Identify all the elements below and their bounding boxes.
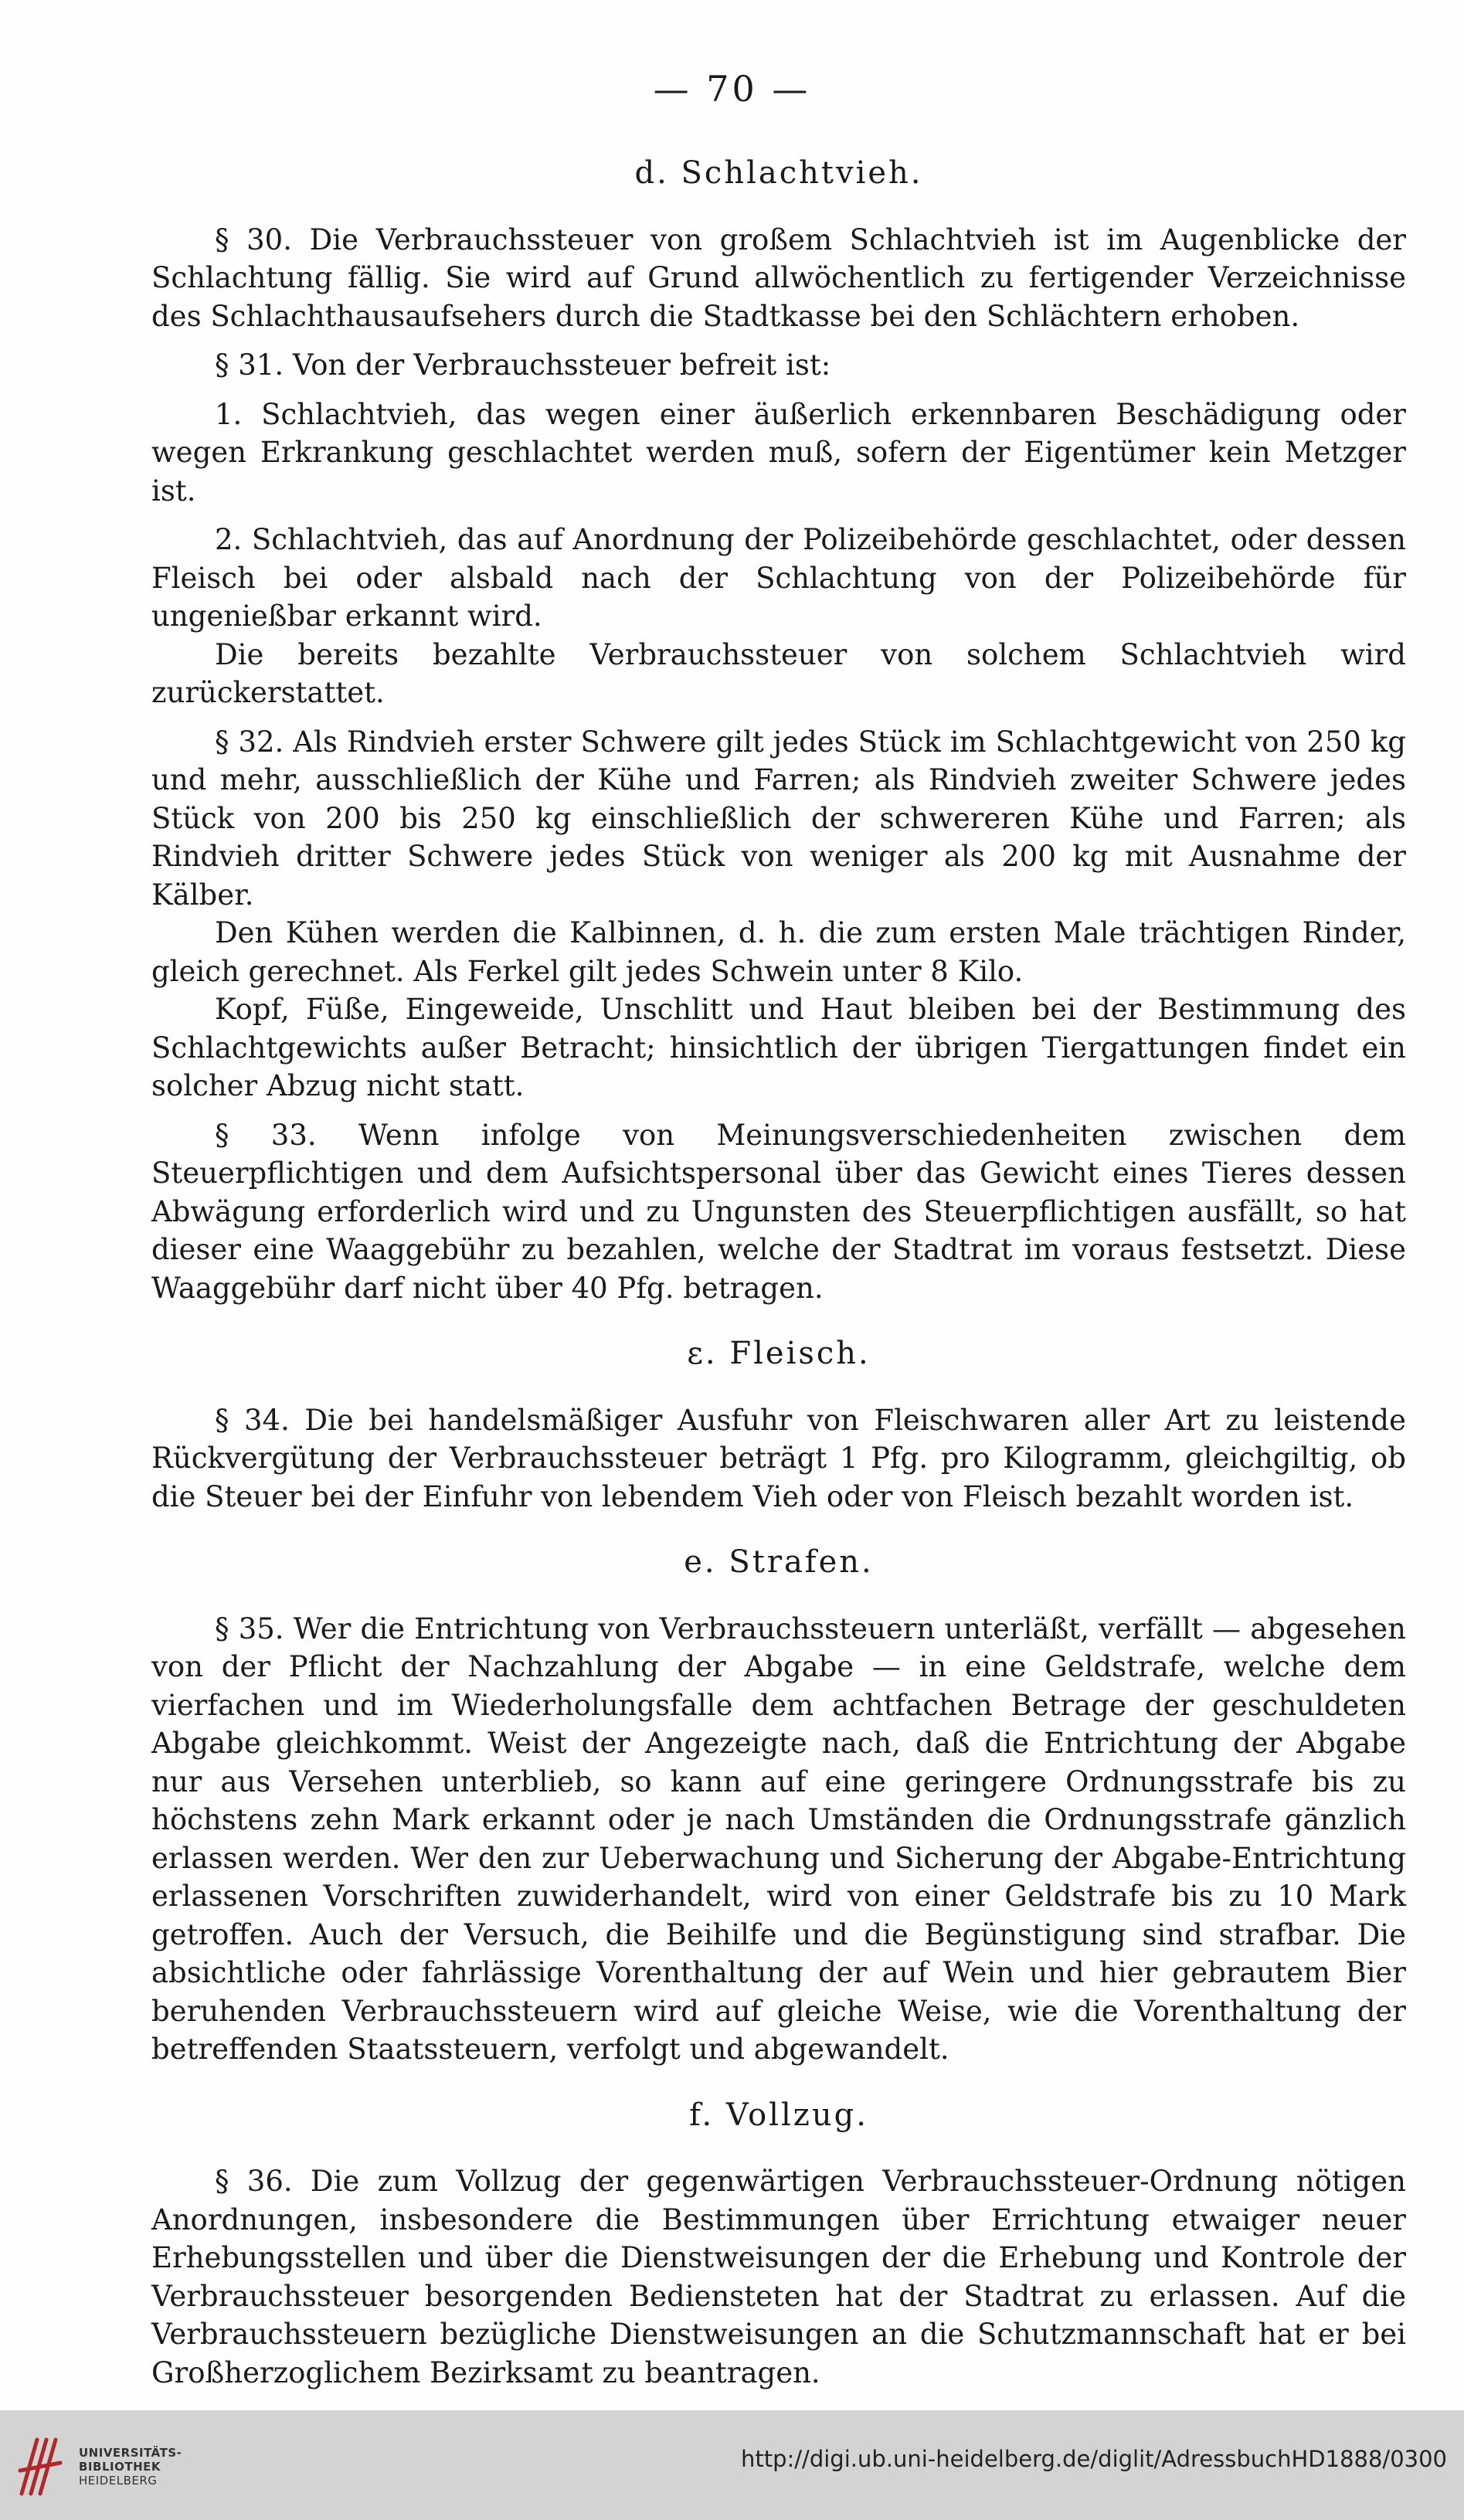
source-url-link[interactable]: http://digi.ub.uni-heidelberg.de/diglit/AdressbuchHD1888/0300 (740, 2446, 1447, 2472)
paragraph-35: § 35. Wer die Entrichtung von Verbrauchssteuern unterläßt, verfällt — abgesehen von der Pflicht der Nachzahlung der Abgabe — in eine Geldstrafe, welche dem vierfachen und im Wiederholungsfalle dem achtfachen Betrage der geschuldeten Abgabe gleichkommt. Weist der Angezeigte nach, daß die Entrichtung der Abgabe nur aus Versehen unterblieb, so kann auf eine geringere Ordnungsstrafe bis zu höchstens zehn Mark erkannt oder je nach Umständen die Ordnungsstrafe gänzlich erlassen werden. Wer den zur Ueberwachung und Sicherung der Abgabe-Entrichtung erlassenen Vorschriften zuwiderhandelt, wird von einer Geldstrafe bis zu 10 Mark getroffen. Auch der Versuch, die Beihilfe und die Begünstigung sind strafbar. Die absichtliche oder fahrlässige Vorenthaltung der auf Wein und hier gebrautem Bier beruhenden Verbrauchssteuern wird auf gleiche Weise, wie die Vorenthaltung der betreffenden Staatssteuern, verfolgt und abgewandelt. (151, 1612, 1406, 2066)
paragraph-33: § 33. Wenn infolge von Meinungsverschiedenheiten zwischen dem Steuerpflichtigen und dem Aufsichtspersonal über das Gewicht eines Tieres dessen Abwägung erforderlich wird und zu Ungunsten des Steuerpflichtigen ausfällt, so hat dieser eine Waaggebühr zu bezahlen, welche der Stadtrat im voraus festsetzt. Diese Waaggebühr darf nicht über 40 Pfg. betragen. (151, 1118, 1406, 1305)
section-heading-schlachtvieh: d. Schlachtvieh. (634, 155, 923, 191)
paragraph-36: § 36. Die zum Vollzug der gegenwärtigen Verbrauchssteuer-Ordnung nötigen Anordnungen, insbesondere die Bestimmungen über Errichtung etwaiger neuer Erhebungsstellen und über die Dienstweisungen der die Erhebung und Kontrole der Verbrauchssteuer besorgenden Bediensteten hat der Stadtrat zu erlassen. Auf die Verbrauchssteuern bezügliche Dienstweisungen an die Schutzmannschaft hat er bei Großherzoglichem Bezirksamt zu beantragen. (151, 2165, 1406, 2389)
logo-line-1: UNIVERSITÄTS- (79, 2446, 182, 2460)
footer-bar (0, 2410, 1464, 2520)
paragraph-31-item-1: 1. Schlachtvieh, das wegen einer äußerlich erkennbaren Beschädigung oder wegen Erkrankung geschlachtet werden muß, sofern der Eigentümer kein Metzger ist. (151, 397, 1406, 508)
section-heading-fleisch: ε. Fleisch. (687, 1336, 871, 1371)
paragraph-31-note: Die bereits bezahlte Verbrauchssteuer von solchem Schlachtvieh wird zurückerstattet. (151, 637, 1406, 709)
paragraph-32-abzug: Kopf, Füße, Eingeweide, Unschlitt und Haut bleiben bei der Bestimmung des Schlachtgewichts außer Betracht; hinsichtlich der übrigen Tiergattungen findet ein solcher Abzug nicht statt. (151, 993, 1406, 1102)
paragraph-32-kuehe: Den Kühen werden die Kalbinnen, d. h. die zum ersten Male trächtigen Rinder, gleich gerechnet. Als Ferkel gilt jedes Schwein unter 8 Kilo. (151, 916, 1406, 988)
paragraph-34: § 34. Die bei handelsmäßiger Ausfuhr von Fleischwaren aller Art zu leistende Rückvergütung der Verbrauchssteuer beträgt 1 Pfg. pro Kilogramm, gleichgiltig, ob die Steuer bei der Einfuhr von lebendem Vieh oder von Fleisch bezahlt worden ist. (151, 1403, 1406, 1513)
paragraph-31-item-2: 2. Schlachtvieh, das auf Anordnung der Polizeibehörde geschlachtet, oder dessen Fleisch bei oder alsbald nach der Schlachtung von der Polizeibehörde für ungenießbar erkannt wird. (151, 523, 1406, 633)
section-heading-vollzug: f. Vollzug. (689, 2097, 868, 2133)
logo-line-3: HEIDELBERG (79, 2474, 158, 2488)
page-number: — 70 — (653, 68, 811, 110)
library-logo-icon (14, 2432, 68, 2501)
paragraph-30: § 30. Die Verbrauchssteuer von großem Schlachtvieh ist im Augenblicke der Schlachtung fällig. Sie wird auf Grund allwöchentlich zu fertigender Verzeichnisse des Schlachthausaufsehers durch die Stadtkasse bei den Schlächtern erhoben. (151, 222, 1406, 333)
paragraph-31: § 31. Von der Verbrauchssteuer befreit ist: (215, 348, 831, 382)
paragraph-32: § 32. Als Rindvieh erster Schwere gilt jedes Stück im Schlachtgewicht von 250 kg und mehr, ausschließlich der Kühe und Farren; als Rindvieh zweiter Schwere jedes Stück von 200 bis 250 kg einschließlich der schwereren Kühe und Farren; als Rindvieh dritter Schwere jedes Stück von weniger als 200 kg mit Ausnahme der Kälber. (151, 725, 1406, 912)
page-content (151, 155, 1406, 2392)
section-heading-strafen: e. Strafen. (684, 1544, 874, 1580)
logo-line-2: BIBLIOTHEK (79, 2460, 161, 2474)
library-logo-text (79, 2446, 182, 2488)
library-logo[interactable] (14, 2432, 199, 2501)
